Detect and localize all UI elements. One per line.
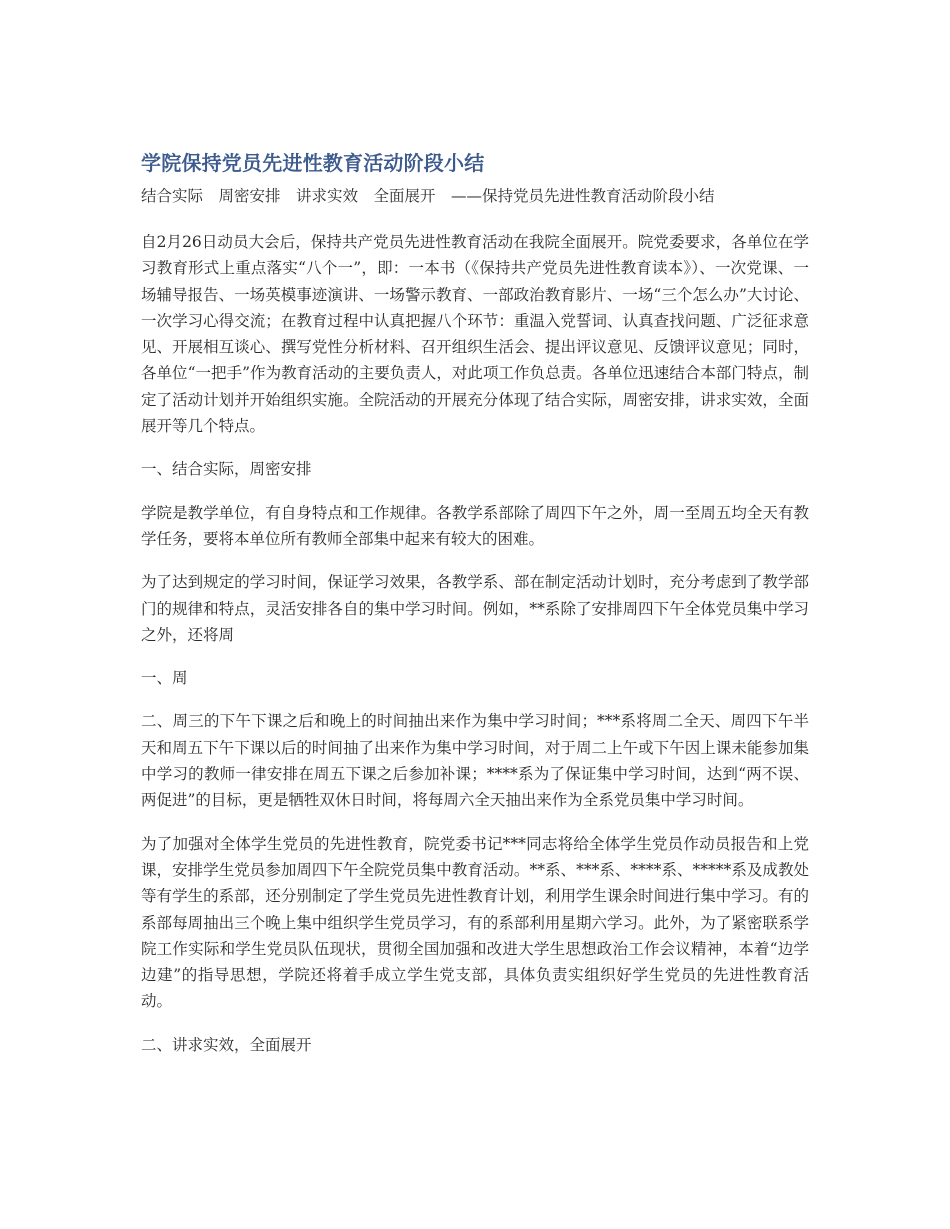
document-subtitle: 结合实际 周密安排 讲求实效 全面展开 ——保持党员先进性教育活动阶段小结 — [141, 187, 715, 205]
section-heading-1: 一、结合实际，周密安排 — [141, 460, 312, 479]
paragraph: 二、周三的下午下课之后和晚上的时间抽出来作为集中学习时间；***系将周二全天、周四下午半天和周五下午下课以后的时间抽了出来作为集中学习时间，对于周二上午或下午因上课未能参加集中学习的教师一律安排在周五下课之后参加补课；****系为了保证集中学习时间，达到“两不误、两促进”的目标，更是牺牲双休日时间，将每周六全天抽出来作为全系党员集中学习时间。 — [141, 712, 809, 810]
paragraph: 为了达到规定的学习时间，保证学习效果，各教学系、部在制定活动计划时，充分考虑到了教学部门的规律和特点，灵活安排各自的集中学习时间。例如，**系除了安排周四下午全体党员集中学习之外，还将周 — [141, 573, 809, 644]
paragraph: 学院是教学单位，有自身特点和工作规律。各教学系部除了周四下午之外，周一至周五均全天有教学任务，要将本单位所有教师全部集中起来有较大的困难。 — [141, 503, 809, 548]
section-heading-2: 二、讲求实效，全面展开 — [141, 1035, 312, 1054]
document-title: 学院保持党员先进性教育活动阶段小结 — [141, 151, 485, 175]
paragraph: 为了加强对全体学生党员的先进性教育，院党委书记***同志将给全体学生党员作动员报告和上党课，安排学生党员参加周四下午全院党员集中教育活动。**系、***系、****系、*****系及成教处等有学生的系部，还分别制定了学生党员先进性教育计划，利用学生课余时间进行集中学习。有的系部每周抽出三个晚上集中组织学生党员学习，有的系部利用星期六学习。此外，为了紧密联系学院工作实际和学生党员队伍现状，贯彻全国加强和改进大学生思想政治工作会议精神，本着“边学边建”的指导思想，学院还将着手成立学生党支部，具体负责实组织好学生党员的先进性教育活动。 — [141, 834, 809, 1011]
paragraph-fragment: 一、周 — [141, 669, 188, 688]
paragraph-intro: 自2月26日动员大会后，保持共产党员先进性教育活动在我院全面展开。院党委要求，各单位在学习教育形式上重点落实“八个一”，即：一本书（《保持共产党员先进性教育读本》）、一次党课、一场辅导报告、一场英模事迹演讲、一场警示教育、一部政治教育影片、一场“三个怎么办”大讨论、一次学习心得交流；在教育过程中认真把握八个环节：重温入党誓词、认真查找问题、广泛征求意见、开展相互谈心、撰写党性分析材料、召开组织生活会、提出评议意见、反馈评议意见；同时，各单位“一把手”作为教育活动的主要负责人，对此项工作负总责。各单位迅速结合本部门特点，制定了活动计划并开始组织实施。全院活动的开展充分体现了结合实际，周密安排，讲求实效，全面展开等几个特点。 — [141, 233, 809, 436]
document-body — [141, 148, 809, 1058]
